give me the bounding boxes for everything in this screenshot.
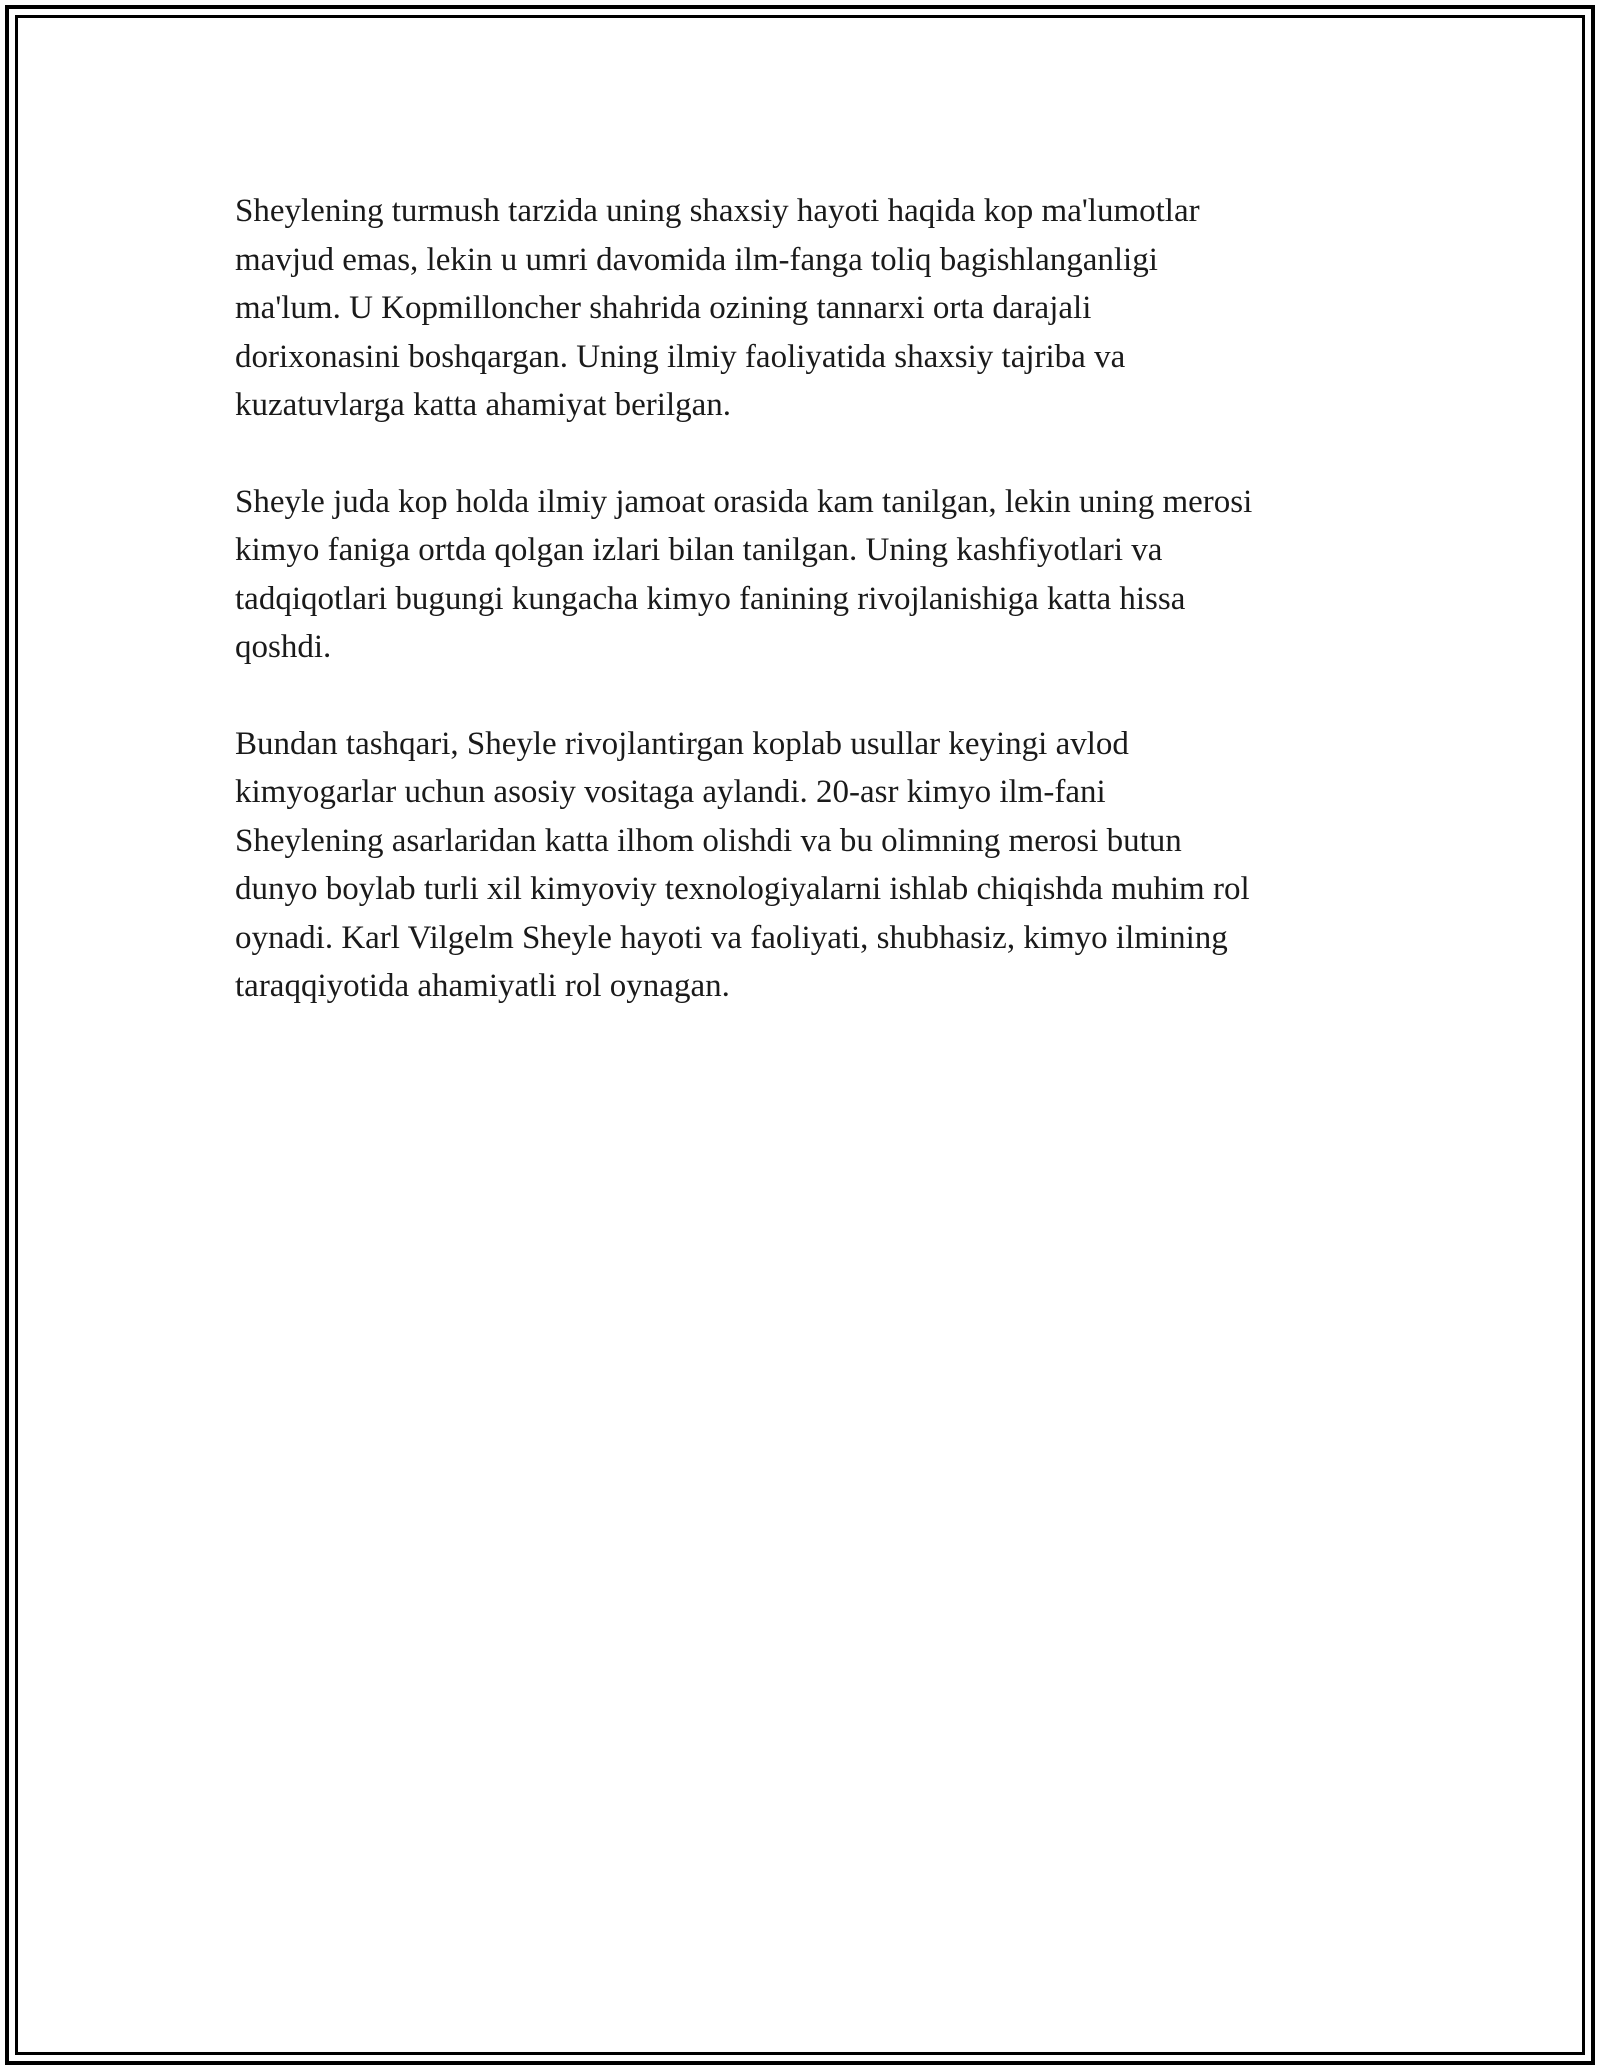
document-body xyxy=(235,187,1380,1059)
paragraph-1: Sheylening turmush tarzida uning shaxsiy hayoti haqida kop ma'lumotlar mavjud emas, lekin u umri davomida ilm-fanga toliq bagishlanganligi ma'lum. U Kopmilloncher shahrida ozining tannarxi orta darajali dorixonasini boshqargan. Uning ilmiy faoliyatida shaxsiy tajriba va kuzatuvlarga katta ahamiyat berilgan. xyxy=(235,193,1200,423)
paragraph-3: Bundan tashqari, Sheyle rivojlantirgan koplab usullar keyingi avlod kimyogarlar uchun asosiy vositaga aylandi. 20-asr kimyo ilm-fani Sheylening asarlaridan katta ilhom olishdi va bu olimning merosi butun dunyo boylab turli xil kimyoviy texnologiyalarni ishlab chiqishda muhim rol oynadi. Karl Vilgelm Sheyle hayoti va faoliyati, shubhasiz, kimyo ilmining taraqqiyotida ahamiyatli rol oynagan. xyxy=(235,725,1250,1004)
paragraph-2: Sheyle juda kop holda ilmiy jamoat orasida kam tanilgan, lekin uning merosi kimyo faniga ortda qolgan izlari bilan tanilgan. Uning kashfiyotlari va tadqiqotlari bugungi kungacha kimyo fanining rivojlanishiga katta hissa qoshdi. xyxy=(235,483,1253,665)
